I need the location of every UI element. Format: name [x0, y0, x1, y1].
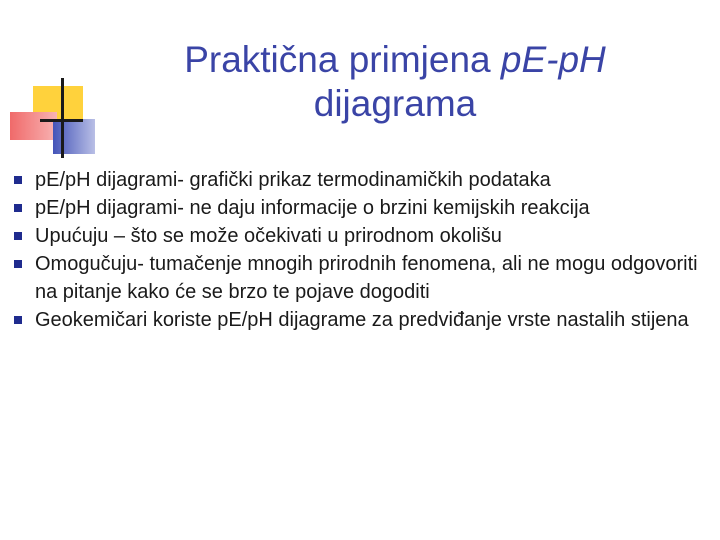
title-prefix: Praktična primjena	[184, 39, 501, 80]
horizontal-line-decoration	[40, 119, 83, 122]
bullet-item	[12, 222, 712, 250]
bullet-text: pE/pH dijagrami- ne daju informacije o brzini kemijskih reakcija	[35, 197, 590, 219]
bullet-list	[12, 166, 712, 334]
bullet-item	[12, 306, 712, 334]
blue-square-decoration	[53, 119, 95, 154]
vertical-line-decoration	[61, 78, 64, 158]
bullet-text: pE/pH dijagrami- grafički prikaz termodinamičkih podataka	[35, 169, 551, 191]
bullet-text: Geokemičari koriste pE/pH dijagrame za predviđanje vrste nastalih stijena	[35, 309, 689, 331]
square-bullet-icon	[14, 176, 22, 184]
bullet-item	[12, 166, 712, 194]
square-bullet-icon	[14, 232, 22, 240]
square-bullet-icon	[14, 260, 22, 268]
slide-title	[100, 38, 690, 126]
bullet-item	[12, 194, 712, 222]
square-bullet-icon	[14, 204, 22, 212]
bullet-item	[12, 250, 712, 306]
bullet-text: Omogučuju- tumačenje mnogih prirodnih fenomena, ali ne mogu odgovoriti na pitanje kako će se brzo te pojave dogoditi	[35, 253, 698, 303]
square-bullet-icon	[14, 316, 22, 324]
title-line2: dijagrama	[313, 83, 477, 124]
title-italic: pE-pH	[500, 39, 606, 80]
red-square-decoration	[10, 112, 57, 140]
bullet-text: Upućuju – što se može očekivati u prirodnom okolišu	[35, 225, 502, 247]
